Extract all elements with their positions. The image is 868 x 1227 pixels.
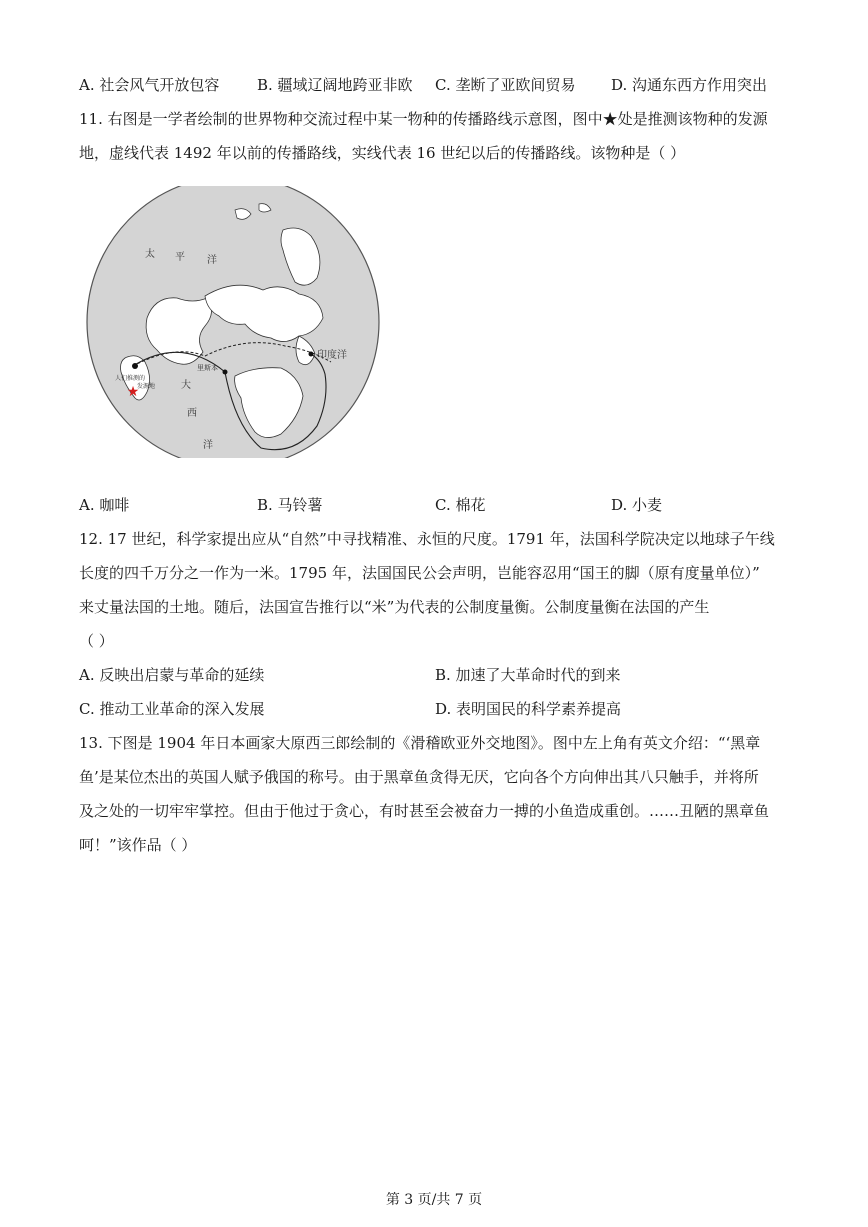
map-label-origin-2: 发源地 <box>137 383 156 390</box>
map-label-atlantic-3: 洋 <box>203 440 213 451</box>
q11-option-c: C. 棉花 <box>435 496 486 514</box>
map-label-atlantic-1: 大 <box>181 380 191 391</box>
q12-option-a: A. 反映出启蒙与革命的延续 <box>79 666 265 684</box>
map-label-lisbon: 里斯本 <box>197 364 218 372</box>
map-label-origin-1: 人们推测的 <box>115 375 146 382</box>
q11-stem-line1: 11. 右图是一学者绘制的世界物种交流过程中某一物种的传播路线示意图，图中★处是推测该物种的发源 <box>79 110 768 128</box>
page-footer: 第 3 页/共 7 页 <box>385 1192 483 1208</box>
q10-option-d: D. 沟通东西方作用突出 <box>611 76 768 94</box>
map-label-indian-ocean: 印度洋 <box>317 350 347 361</box>
q13-stem-line4: 呵！”该作品（ ） <box>79 836 197 854</box>
q11-option-b: B. 马铃薯 <box>257 496 323 514</box>
q12-option-b: B. 加速了大革命时代的到来 <box>435 666 621 684</box>
q13-stem-line1: 13. 下图是 1904 年日本画家大原西三郎绘制的《滑稽欧亚外交地图》。图中左上角有英文介绍：“‘黑章 <box>79 734 761 752</box>
q12-stem-line4: （ ） <box>79 632 114 650</box>
origin-star-icon: ★ <box>126 384 140 400</box>
species-route-map <box>85 186 381 458</box>
q11-stem-line2: 地，虚线代表 1492 年以前的传播路线，实线代表 16 世纪以后的传播路线。该物种是（ ） <box>79 144 686 162</box>
map-label-pacific-2: 平 <box>175 252 185 263</box>
q10-option-c: C. 垄断了亚欧间贸易 <box>435 76 576 94</box>
q10-option-b: B. 疆域辽阔地跨亚非欧 <box>257 76 413 94</box>
q10-option-a: A. 社会风气开放包容 <box>79 76 220 94</box>
q11-option-d: D. 小麦 <box>611 496 663 514</box>
q12-option-c: C. 推动工业革命的深入发展 <box>79 700 265 718</box>
q12-option-d: D. 表明国民的科学素养提高 <box>435 700 622 718</box>
route-point-america <box>132 363 138 369</box>
q13-stem-line3: 及之处的一切牢牢掌控。但由于他过于贪心，有时甚至会被奋力一搏的小鱼造成重创。……丑陋的黑章鱼 <box>79 802 770 820</box>
q11-option-a: A. 咖啡 <box>79 496 130 514</box>
map-label-atlantic-2: 西 <box>187 408 197 419</box>
route-point-india <box>309 352 314 357</box>
q13-stem-line2: 鱼’是某位杰出的英国人赋予俄国的称号。由于黑章鱼贪得无厌，它向各个方向伸出其八只触手，并将所 <box>79 768 759 786</box>
q12-stem-line2: 长度的四千万分之一作为一米。1795 年，法国国民公会声明，岂能容忍用“国王的脚（原有度量单位）” <box>79 564 760 582</box>
route-point-lisbon <box>223 370 228 375</box>
q12-stem-line1: 12. 17 世纪，科学家提出应从“自然”中寻找精准、永恒的尺度。1791 年，法国科学院决定以地球子午线 <box>79 530 775 548</box>
q12-stem-line3: 来丈量法国的土地。随后，法国宣告推行以“米”为代表的公制度量衡。公制度量衡在法国的产生 <box>79 598 710 616</box>
map-label-pacific-3: 洋 <box>207 255 217 266</box>
map-label-pacific-1: 太 <box>145 249 155 260</box>
